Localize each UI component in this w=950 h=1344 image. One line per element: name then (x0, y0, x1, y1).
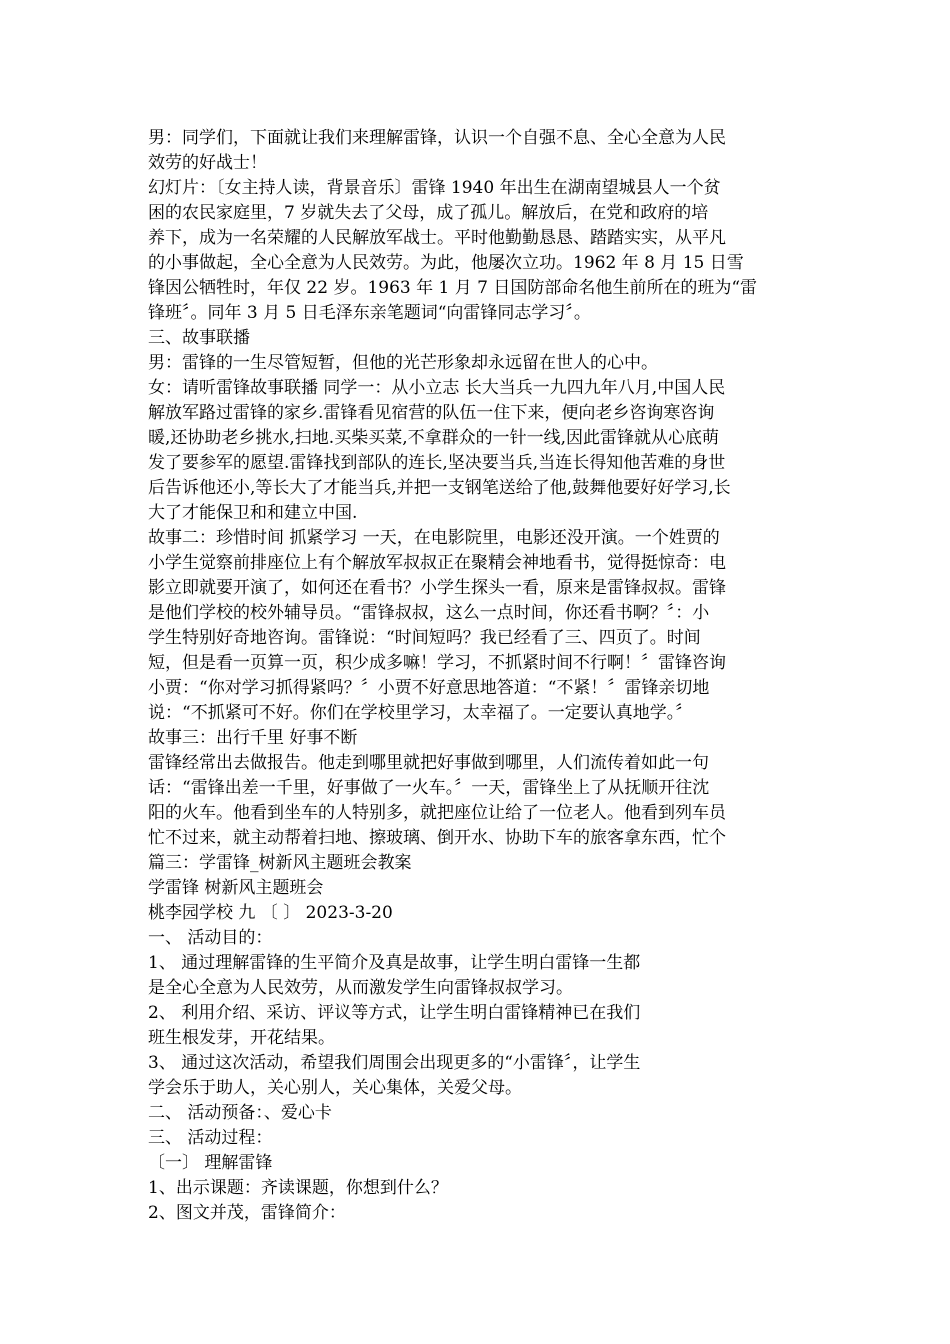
section-heading: 二、 活动预备：、爱心卡 (148, 1103, 332, 1123)
text-line: 后告诉他还小,等长大了才能当兵,并把一支钢笔送给了他,鼓舞他要好好学习,长 (148, 478, 731, 498)
text-line: 锋因公牺牲时，年仅 22 岁。1963 年 1 月 7 日国防部命名他生前所在的班为“雷 (148, 278, 758, 298)
text-line: 困的农民家庭里，7 岁就失去了父母，成了孤儿。解放后，在党和政府的培 (148, 203, 709, 223)
text-line: 是他们学校的校外辅导员。“雷锋叔叔，这么一点时间，你还看书啊？〞：小 (148, 603, 710, 623)
text-line: 短，但是看一页算一页，积少成多嘛！学习，不抓紧时间不行啊！〞雷锋咨询 (148, 653, 726, 673)
text-line: 1、 通过理解雷锋的生平简介及真是故事，让学生明白雷锋一生都 (148, 953, 641, 973)
text-line: 学会乐于助人，关心别人，关心集体，关爱父母。 (148, 1078, 522, 1098)
text-line: 忙不过来，就主动帮着扫地、擦玻璃、倒开水、协助下车的旅客拿东西，忙个 (148, 828, 726, 848)
text-line: 男：同学们，下面就让我们来理解雷锋，认识一个自强不息、全心全意为人民 (148, 128, 726, 148)
text-line: 女：请听雷锋故事联播 同学一：从小立志 长大当兵一九四九年八月,中国人民 (148, 378, 726, 398)
text-line: 小学生觉察前排座位上有个解放军叔叔正在聚精会神地看书，觉得挺惊奇：电 (148, 553, 726, 573)
text-line: 幻灯片：〔女主持人读，背景音乐〕雷锋 1940 年出生在湖南望城县人一个贫 (148, 178, 721, 198)
text-line: 效劳的好战士！ (148, 153, 267, 173)
text-line: 故事二：珍惜时间 抓紧学习 一天，在电影院里，电影还没开演。一个姓贾的 (148, 528, 720, 548)
section-heading: 一、 活动目的： (148, 928, 273, 948)
text-line: 3、 通过这次活动，希望我们周围会出现更多的“小雷锋〞，让学生 (148, 1053, 641, 1073)
text-line: 是全心全意为人民效劳，从而激发学生向雷锋叔叔学习。 (148, 978, 573, 998)
section-heading: 三、故事联播 (148, 328, 250, 348)
text-line: 锋班〞。同年 3 月 5 日毛泽东亲笔题词“向雷锋同志学习〞。 (148, 303, 591, 323)
text-line: 说：“不抓紧可不好。你们在学校里学习，太幸福了。一定要认真地学。〞 (148, 703, 693, 723)
text-line: 话：“雷锋出差一千里，好事做了一火车。〞一天，雷锋坐上了从抚顺开往沈 (148, 778, 710, 798)
text-line: 影立即就要开演了，如何还在看书？小学生探头一看，原来是雷锋叔叔。雷锋 (148, 578, 726, 598)
text-line: 的小事做起，全心全意为人民效劳。为此，他屡次立功。1962 年 8 月 15 日雪 (148, 253, 744, 273)
text-line: 故事三：出行千里 好事不断 (148, 728, 358, 748)
text-line: 暖,还协助老乡挑水,扫地.买柴买菜,不拿群众的一针一线,因此雷锋就从心底萌 (148, 428, 720, 448)
text-line: 桃李园学校 九 〔 〕 2023-3-20 (148, 903, 393, 923)
text-line: 大了才能保卫和和建立中国. (148, 503, 358, 523)
text-line: 1、出示课题：齐读课题，你想到什么？ (148, 1178, 448, 1198)
text-line: 〔一〕 理解雷锋 (148, 1153, 273, 1173)
text-line: 学生特别好奇地咨询。雷锋说：“时间短吗？我已经看了三、四页了。时间 (148, 628, 701, 648)
section-title: 篇三：学雷锋_树新风主题班会教案 (148, 853, 412, 873)
section-heading: 三、 活动过程： (148, 1128, 273, 1148)
text-line: 发了要参军的愿望.雷锋找到部队的连长,坚决要当兵,当连长得知他苦难的身世 (148, 453, 726, 473)
text-line: 阳的火车。他看到坐车的人特别多，就把座位让给了一位老人。他看到列车员 (148, 803, 726, 823)
text-line: 养下，成为一名荣耀的人民解放军战士。平时他勤勤恳恳、踏踏实实，从平凡 (148, 228, 726, 248)
text-line: 学雷锋 树新风主题班会 (148, 878, 324, 898)
text-line: 小贾：“你对学习抓得紧吗？〞小贾不好意思地答道：“不紧！〞雷锋亲切地 (148, 678, 710, 698)
text-line: 解放军路过雷锋的家乡.雷锋看见宿营的队伍一住下来，便向老乡咨询寒咨询 (148, 403, 715, 423)
text-line: 班生根发芽，开花结果。 (148, 1028, 335, 1048)
text-line: 男：雷锋的一生尽管短暂，但他的光芒形象却永远留在世人的心中。 (148, 353, 658, 373)
text-line: 雷锋经常出去做报告。他走到哪里就把好事做到哪里，人们流传着如此一句 (148, 753, 709, 773)
text-line: 2、图文并茂，雷锋简介： (148, 1203, 346, 1223)
text-line: 2、 利用介绍、采访、评议等方式，让学生明白雷锋精神已在我们 (148, 1003, 641, 1023)
